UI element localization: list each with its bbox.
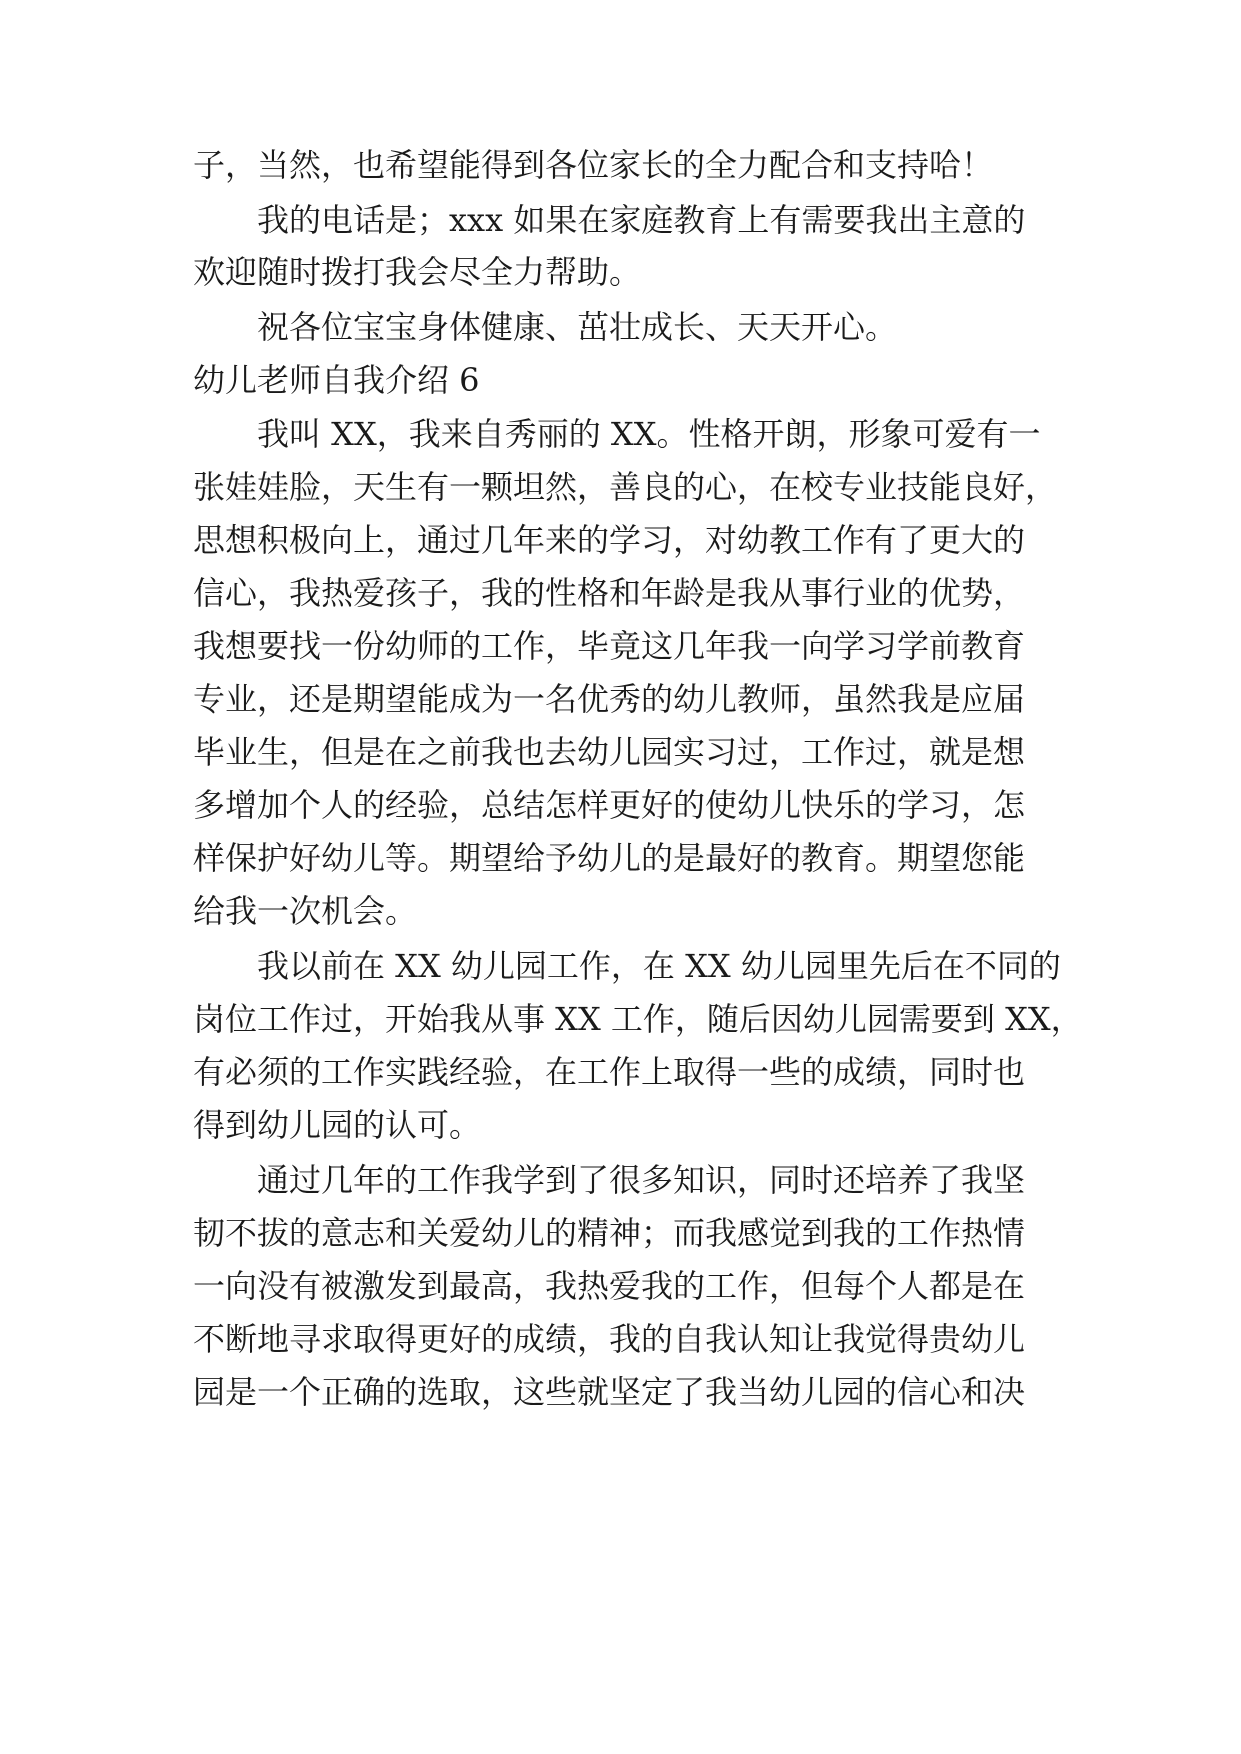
text-line: 园是一个正确的选取，这些就坚定了我当幼儿园的信心和决 — [193, 1373, 1026, 1411]
text-line: 岗位工作过，开始我从事 XX 工作，随后因幼儿园需要到 XX， — [193, 1000, 1083, 1038]
text-line: 祝各位宝宝身体健康、茁壮成长、天天开心。 — [257, 308, 898, 346]
text-line: 多增加个人的经验，总结怎样更好的使幼儿快乐的学习，怎 — [193, 786, 1026, 824]
text-line: 一向没有被激发到最高，我热爱我的工作，但每个人都是在 — [193, 1267, 1026, 1305]
text-line: 给我一次机会。 — [193, 892, 418, 930]
text-line: 通过几年的工作我学到了很多知识，同时还培养了我坚 — [257, 1161, 1026, 1199]
text-line: 样保护好幼儿等。期望给予幼儿的是最好的教育。期望您能 — [193, 839, 1026, 877]
text-line: 毕业生，但是在之前我也去幼儿园实习过，工作过，就是想 — [193, 733, 1026, 771]
text-line: 专业，还是期望能成为一名优秀的幼儿教师，虽然我是应届 — [193, 680, 1026, 718]
section-heading: 幼儿老师自我介绍 6 — [193, 361, 480, 399]
text-line: 欢迎随时拨打我会尽全力帮助。 — [193, 253, 642, 291]
text-line: 韧不拔的意志和关爱幼儿的精神；而我感觉到我的工作热情 — [193, 1214, 1026, 1252]
text-line: 张娃娃脸，天生有一颗坦然，善良的心，在校专业技能良好， — [193, 468, 1058, 506]
text-line: 思想积极向上，通过几年来的学习，对幼教工作有了更大的 — [193, 521, 1026, 559]
text-line: 我以前在 XX 幼儿园工作，在 XX 幼儿园里先后在不同的 — [257, 947, 1061, 985]
text-line: 我想要找一份幼师的工作，毕竟这几年我一向学习学前教育 — [193, 627, 1026, 665]
text-line: 有必须的工作实践经验，在工作上取得一些的成绩，同时也 — [193, 1053, 1026, 1091]
text-line: 不断地寻求取得更好的成绩，我的自我认知让我觉得贵幼儿 — [193, 1320, 1026, 1358]
text-line: 我的电话是；xxx 如果在家庭教育上有需要我出主意的 — [257, 201, 1026, 239]
text-line: 子，当然，也希望能得到各位家长的全力配合和支持哈！ — [193, 146, 994, 184]
text-line: 我叫 XX，我来自秀丽的 XX。性格开朗，形象可爱有一 — [257, 415, 1041, 453]
text-line: 信心，我热爱孩子，我的性格和年龄是我从事行业的优势， — [193, 574, 1026, 612]
text-line: 得到幼儿园的认可。 — [193, 1106, 482, 1144]
